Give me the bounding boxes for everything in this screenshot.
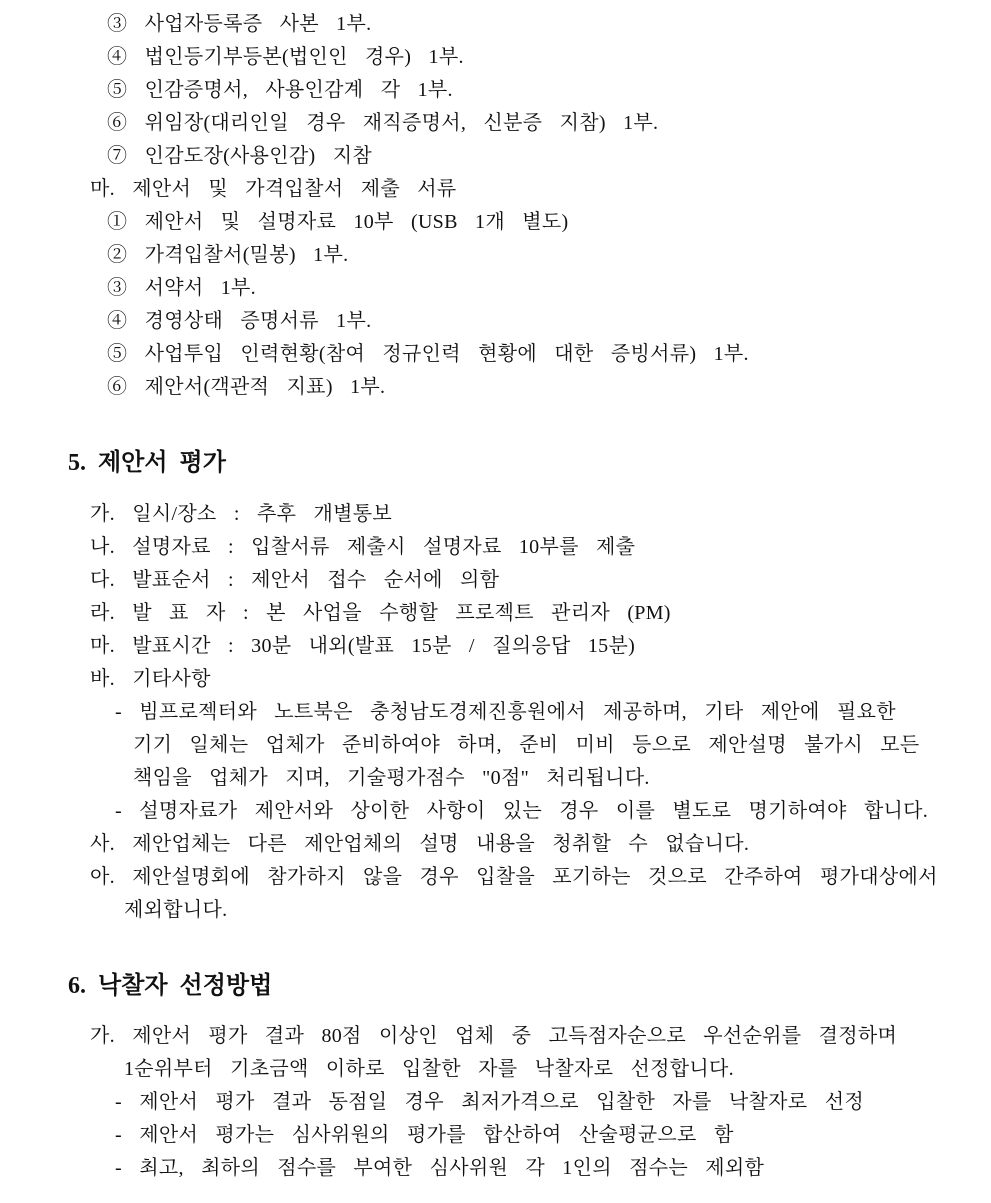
list-item-circled: ① 제안서 및 설명자료 10부 (USB 1개 별도) [107,211,569,233]
list-item-circled: ⑤ 사업투입 인력현황(참여 정규인력 현황에 대한 증빙서류) 1부. [107,343,749,365]
list-item: 다. 발표순서 : 제안서 접수 순서에 의함 [90,569,500,591]
dash-item-continuation: 책임을 업체가 지며, 기술평가점수 "0점" 처리됩니다. [133,767,650,789]
section-6-heading: 6. 낙찰자 선정방법 [68,973,273,999]
list-item: 나. 설명자료 : 입찰서류 제출시 설명자료 10부를 제출 [90,536,636,558]
list-item-continuation: 제외합니다. [124,899,228,921]
list-item: 가. 제안서 평가 결과 80점 이상인 업체 중 고득점자순으로 우선순위를 결정하며 [90,1025,898,1047]
list-item: 라. 발 표 자 : 본 사업을 수행할 프로젝트 관리자 (PM) [90,602,671,624]
list-item: 바. 기타사항 [90,668,211,690]
list-item-circled: ③ 사업자등록증 사본 1부. [107,13,372,35]
list-item: 마. 발표시간 : 30분 내외(발표 15분 / 질의응답 15분) [90,635,636,657]
list-item-circled: ⑤ 인감증명서, 사용인감계 각 1부. [107,79,453,101]
list-item: 아. 제안설명회에 참가하지 않을 경우 입찰을 포기하는 것으로 간주하여 평가대상에서 [90,866,938,888]
list-item-circled: ③ 서약서 1부. [107,277,256,299]
list-item-circled: ② 가격입찰서(밀봉) 1부. [107,244,349,266]
dash-item: - 제안서 평가 결과 동점일 경우 최저가격으로 입찰한 자를 낙찰자로 선정 [115,1091,864,1113]
list-item-ma: 마. 제안서 및 가격입찰서 제출 서류 [90,178,457,200]
list-item-circled: ⑥ 제안서(객관적 지표) 1부. [107,376,386,398]
list-item-continuation: 1순위부터 기초금액 이하로 입찰한 자를 낙찰자로 선정합니다. [124,1058,734,1080]
list-item: 가. 일시/장소 : 추후 개별통보 [90,503,393,525]
dash-item-continuation: 기기 일체는 업체가 준비하여야 하며, 준비 미비 등으로 제안설명 불가시 모든 [133,734,920,756]
list-item-circled: ⑥ 위임장(대리인일 경우 재직증명서, 신분증 지참) 1부. [107,112,659,134]
dash-item: - 빔프로젝터와 노트북은 충청남도경제진흥원에서 제공하며, 기타 제안에 필요한 [115,701,896,723]
dash-item: - 제안서 평가는 심사위원의 평가를 합산하여 산술평균으로 함 [115,1124,734,1146]
list-item-circled: ⑦ 인감도장(사용인감) 지참 [107,145,373,167]
list-item-circled: ④ 법인등기부등본(법인인 경우) 1부. [107,46,464,68]
list-item: 사. 제안업체는 다른 제안업체의 설명 내용을 청취할 수 없습니다. [90,833,750,855]
dash-item: - 최고, 최하의 점수를 부여한 심사위원 각 1인의 점수는 제외함 [115,1157,765,1179]
section-5-heading: 5. 제안서 평가 [68,450,226,476]
list-item-circled: ④ 경영상태 증명서류 1부. [107,310,372,332]
dash-item: - 설명자료가 제안서와 상이한 사항이 있는 경우 이를 별도로 명기하여야 합니다. [115,800,929,822]
